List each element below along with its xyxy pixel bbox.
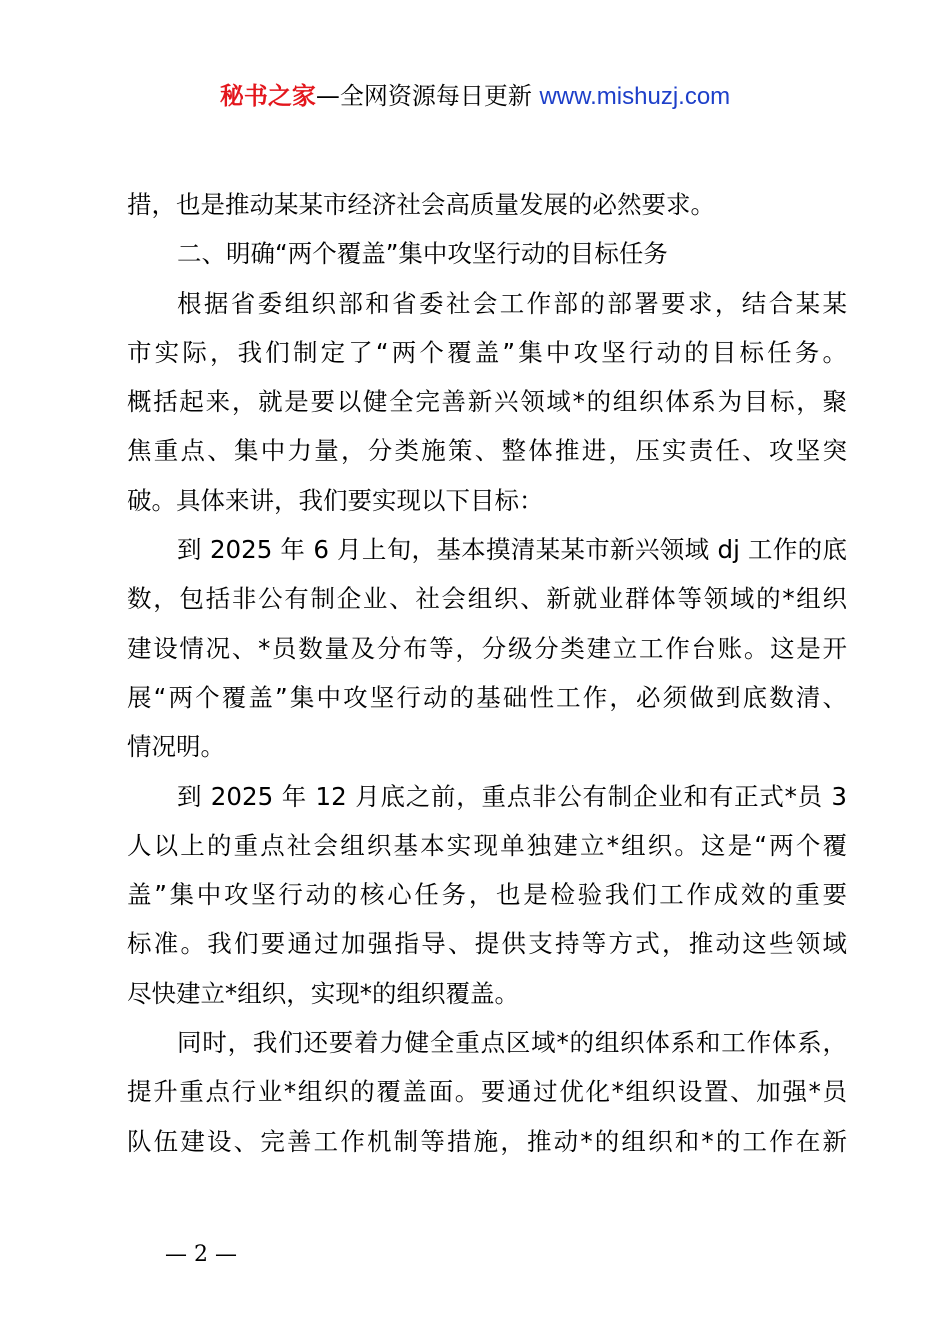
text-line: 焦重点、集中力量，分类施策、整体推进，压实责任、攻坚突 [127, 436, 847, 466]
text-line: 盖”集中攻坚行动的核心任务，也是检验我们工作成效的重要 [127, 880, 847, 910]
text-line: 标准。我们要通过加强指导、提供支持等方式，推动这些领域 [127, 929, 847, 959]
document-body [127, 180, 847, 1166]
brand-name: 秘书之家 [219, 82, 316, 110]
page-number: — 2 — [165, 1242, 237, 1267]
text-line: 尽快建立*组织，实现*的组织覆盖。 [127, 978, 519, 1008]
text-line: 同时，我们还要着力健全重点区域*的组织体系和工作体系， [177, 1028, 847, 1058]
text-line: 措，也是推动某某市经济社会高质量发展的必然要求。 [127, 190, 715, 219]
text-line: 根据省委组织部和省委社会工作部的部署要求，结合某某 [177, 288, 847, 318]
text-line: 到 2025 年 6 月上旬，基本摸清某某市新兴领域 dj 工作的底 [177, 535, 847, 565]
site-url-link[interactable]: www.mishuzj.com [539, 83, 731, 110]
text-line: 破。具体来讲，我们要实现以下目标： [127, 485, 544, 515]
text-line: 展“两个覆盖”集中攻坚行动的基础性工作，必须做到底数清、 [127, 682, 847, 712]
text-line: 提升重点行业*组织的覆盖面。要通过优化*组织设置、加强*员 [127, 1077, 847, 1107]
text-line: 人以上的重点社会组织基本实现单独建立*组织。这是“两个覆 [127, 830, 847, 860]
text-line: 市实际，我们制定了“两个覆盖”集中攻坚行动的目标任务。 [127, 337, 847, 367]
text-line: 到 2025 年 12 月底之前，重点非公有制企业和有正式*员 3 [177, 781, 847, 811]
text-line: 队伍建设、完善工作机制等措施，推动*的组织和*的工作在新 [127, 1126, 847, 1156]
text-line: 情况明。 [127, 732, 225, 762]
text-line: 数，包括非公有制企业、社会组织、新就业群体等领域的*组织 [127, 584, 847, 614]
section-heading: 二、明确“两个覆盖”集中攻坚行动的目标任务 [177, 239, 668, 269]
text-line: 建设情况、*员数量及分布等，分级分类建立工作台账。这是开 [127, 633, 847, 663]
header-slogan: —全网资源每日更新 [315, 82, 540, 110]
text-line: 概括起来，就是要以健全完善新兴领域*的组织体系为目标，聚 [127, 387, 847, 417]
site-header [0, 80, 950, 113]
